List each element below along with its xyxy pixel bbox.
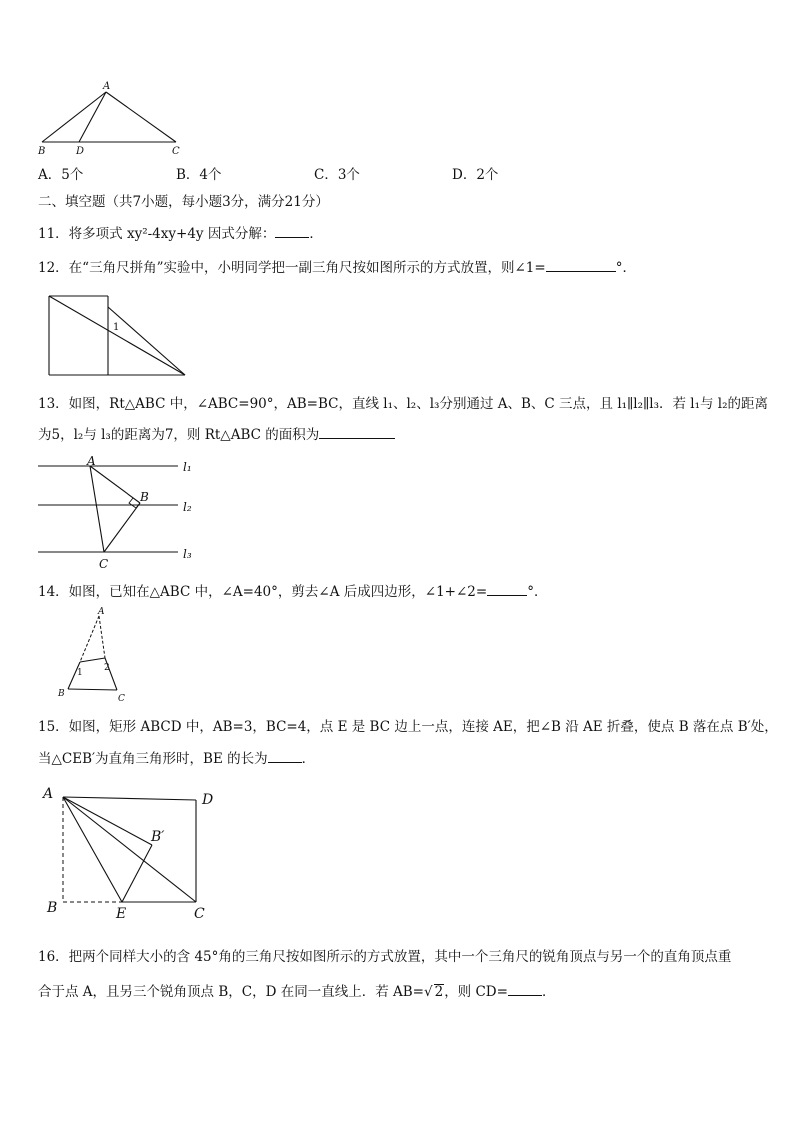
question-12 (38, 259, 636, 277)
label-angle-2: 2 (104, 663, 110, 673)
label-l2: l₂ (183, 500, 192, 514)
segment-ab (90, 466, 140, 503)
label-angle-1: 1 (77, 668, 83, 678)
hypotenuse-45 (108, 307, 185, 375)
label-l3: l₃ (183, 547, 192, 561)
label-b: B (140, 490, 149, 504)
base-bc (68, 689, 117, 690)
segment-ac (106, 92, 176, 142)
figure-q10-triangle (30, 78, 190, 158)
label-d: D (76, 146, 85, 157)
figure-q15-rectangle-fold (38, 784, 228, 924)
label-a: A (87, 454, 96, 468)
option-a: A．5个 (38, 167, 84, 183)
segment-ad (79, 92, 106, 142)
sqrt-radicand: 2 (434, 984, 444, 1000)
hypotenuse-30 (49, 296, 185, 375)
q13-line2-text: 为5，l₂与 l₃的距离为7，则 Rt△ABC 的面积为 (38, 427, 320, 443)
label-b: B (38, 146, 46, 157)
option-c: C．3个 (314, 167, 360, 183)
q11-end: ． (309, 226, 323, 242)
segment-ab (42, 92, 106, 142)
label-e: E (116, 906, 127, 922)
q12-text: 12．在“三角尺拼角”实验中，小明同学把一副三角尺按如图所示的方式放置，则∠1= (38, 260, 546, 276)
q16-line2-cont: ，则 CD= (444, 984, 508, 1000)
label-a: A (98, 607, 105, 617)
q14-text: 14．如图，已知在△ABC 中，∠A=40°，剪去∠A 后成四边形，∠1+∠2= (38, 584, 488, 600)
q15-end: ． (301, 751, 316, 767)
question-11 (38, 225, 323, 243)
q14-end: °． (527, 584, 548, 600)
question-13-line1: 13．如图，Rt△ABC 中，∠ABC=90°，AB=BC，直线 l₁、l₂、l₃分别通过 A、B、C 三点，且 l₁∥l₂∥l₃．若 l₁与 l₂的距离 (38, 396, 769, 412)
section-heading: 二、填空题（共7小题，每小题3分，满分21分） (38, 194, 329, 210)
question-15-line2 (38, 750, 315, 768)
label-l1: l₁ (183, 460, 192, 474)
question-16-line1: 16．把两个同样大小的含 45°角的三角尺按如图所示的方式放置，其中一个三角尺的锐角顶点与另一个的直角顶点重 (38, 949, 732, 965)
label-b: B (58, 689, 65, 699)
question-13-line2 (38, 426, 395, 444)
cut-line (80, 658, 105, 662)
option-d: D．2个 (452, 167, 499, 183)
q16-end: ． (541, 984, 556, 1000)
q12-end: °． (615, 260, 636, 276)
label-b-prime: B′ (151, 829, 165, 845)
label-c: C (172, 146, 180, 157)
label-b: B (47, 900, 58, 916)
q11-text: 11．将多项式 xy²-4xy+4y 因式分解： (38, 226, 276, 242)
label-a: A (103, 81, 111, 92)
diagonal-ac (63, 797, 196, 902)
question-16-line2 (38, 983, 555, 1001)
dashed-ac (99, 616, 105, 658)
q16-answer-blank (508, 983, 542, 996)
q13-answer-blank (319, 426, 395, 439)
sqrt-symbol: √ (423, 984, 433, 1000)
figure-q12-set-squares (40, 292, 200, 382)
q12-answer-blank (546, 259, 616, 272)
label-c: C (118, 694, 125, 704)
label-c: C (194, 906, 205, 922)
q14-answer-blank (487, 583, 527, 596)
segment-bc (104, 503, 140, 552)
figure-q14-cut-triangle (55, 607, 145, 704)
question-15-line1: 15．如图，矩形 ABCD 中，AB=3，BC=4，点 E 是 BC 边上一点，连接 AE，把∠B 沿 AE 折叠，使点 B 落在点 B′处， (38, 719, 778, 735)
q11-answer-blank (275, 225, 309, 238)
dashed-ab (80, 616, 99, 662)
label-c: C (99, 557, 109, 571)
label-a: A (43, 786, 54, 802)
figure-q13-parallel-lines (36, 452, 206, 572)
option-b: B．4个 (176, 167, 222, 183)
q15-answer-blank (268, 750, 302, 763)
q15-line2-text: 当△CEB′为直角三角形时，BE 的长为 (38, 751, 268, 767)
edge-ad (63, 797, 196, 800)
segment-eb-prime (122, 845, 152, 902)
angle-1-label: 1 (113, 322, 120, 333)
label-d: D (202, 792, 214, 808)
segment-ac (90, 466, 104, 552)
q16-line2-text: 合于点 A，且另三个锐角顶点 B，C，D 在同一直线上．若 AB= (38, 984, 424, 1000)
question-14 (38, 583, 547, 601)
